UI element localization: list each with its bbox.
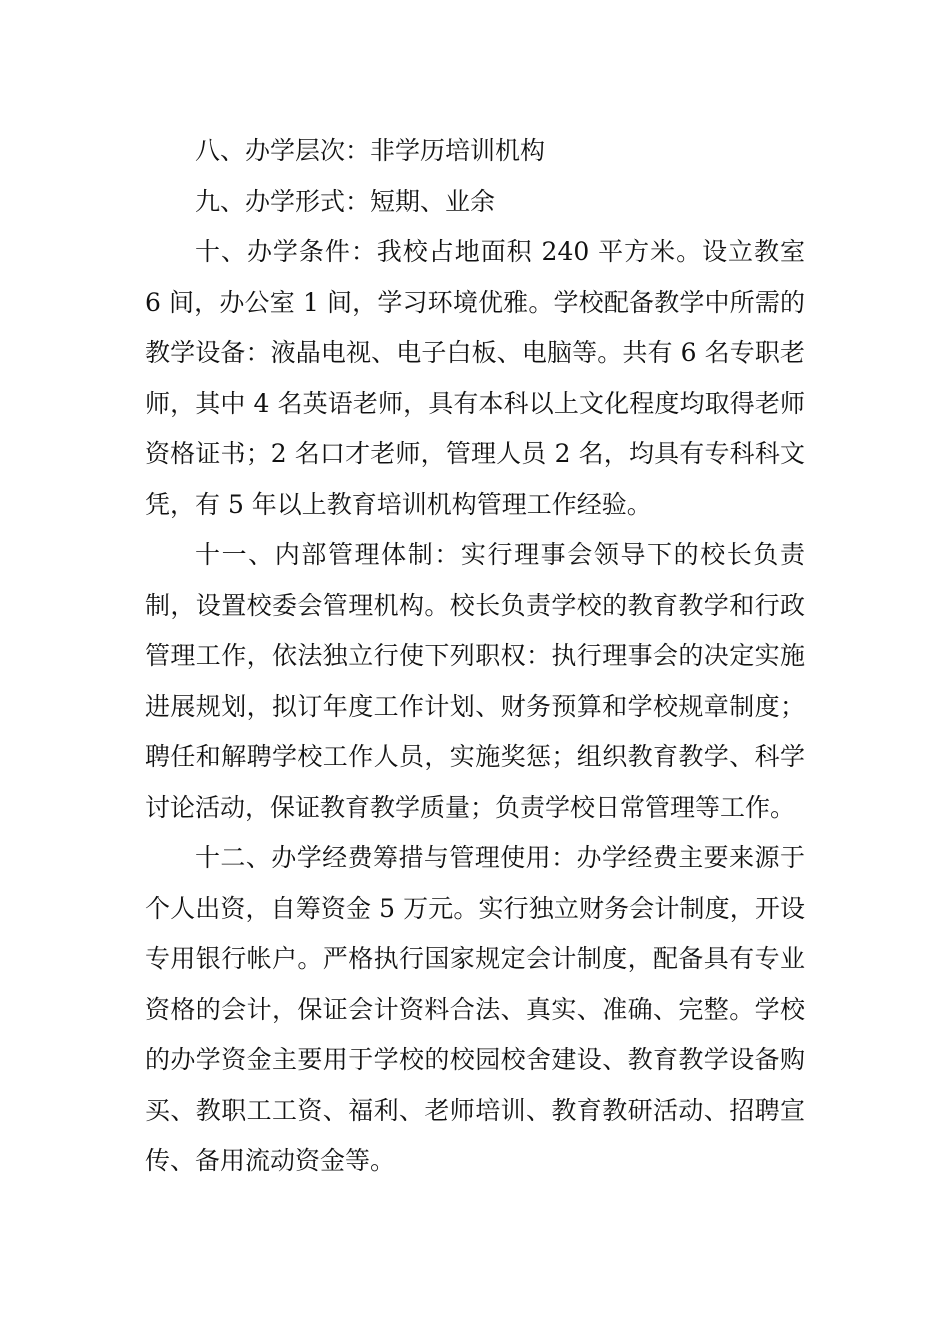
paragraph-management-system: 十一、内部管理体制：实行理事会领导下的校长负责制，设置校委会管理机构。校长负责学校的教育教学和行政管理工作，依法独立行使下列职权：执行理事会的决定实施进展规划，拟订年度工作计划、财务预算和学校规章制度；聘任和解聘学校工作人员，实施奖惩；组织教育教学、科学讨论活动，保证教育教学质量；负责学校日常管理等工作。	[145, 540, 805, 822]
paragraph-funding: 十二、办学经费筹措与管理使用：办学经费主要来源于个人出资，自筹资金 5 万元。实行独立财务会计制度，开设专用银行帐户。严格执行国家规定会计制度，配备具有专业资格的会计，保证会计资料合法、真实、准确、完整。学校的办学资金主要用于学校的校园校舍建设、教育教学设备购买、教职工工资、福利、老师培训、教育教研活动、招聘宣传、备用流动资金等。	[145, 843, 805, 1175]
paragraph-education-form: 九、办学形式：短期、业余	[195, 186, 496, 216]
paragraph-education-level: 八、办学层次：非学历培训机构	[195, 136, 546, 165]
paragraph-school-conditions: 十、办学条件：我校占地面积 240 平方米。设立教室 6 间，办公室 1 间，学习环境优雅。学校配备教学中所需的教学设备：液晶电视、电子白板、电脑等。共有 6 名专职老师，其中 4 名英语老师，具有本科以上文化程度均取得老师资格证书；2 名口才老师，管理人员 2 名，均具有专科科文凭，有 5 年以上教育培训机构管理工作经验。	[145, 237, 805, 519]
document-body	[145, 126, 805, 1187]
